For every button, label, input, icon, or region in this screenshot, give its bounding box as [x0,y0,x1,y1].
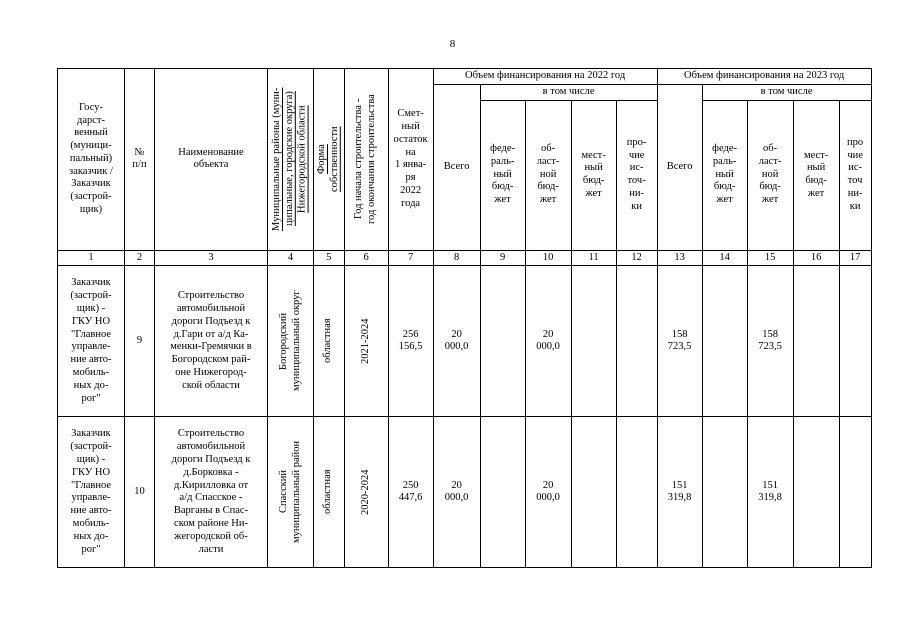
row-object: Строительство автомобильной дороги Подъезд к д.Гари от а/д Ка- менки-Гремячки в Богородском рай- оне Нижегород- ской области [155,266,268,417]
row-other-2023 [839,417,871,568]
row-federal-2023 [702,266,747,417]
column-number-row [58,250,872,266]
financing-table [57,68,872,568]
header-incl-2022: в том числе [480,84,657,100]
header-fin-2022: Объем финансирования на 2022 год [433,69,657,85]
header-other-2023: про чие ис- точ ни- ки [839,100,871,250]
header-object: Наименование объекта [155,69,268,251]
row-regional-2023: 151 319,8 [747,417,793,568]
col-number: 9 [480,250,525,266]
col-number: 7 [388,250,433,266]
col-number: 8 [433,250,480,266]
header-regional-2022: об- ласт- ной бюд- жет [525,100,571,250]
row-local-2022 [571,417,616,568]
col-number: 11 [571,250,616,266]
col-number: 13 [657,250,702,266]
col-number: 14 [702,250,747,266]
row-local-2023 [793,266,839,417]
header-customer: Госу- дарст- венный (муници- пальный) заказчик / Заказчик (застрой- щик) [58,69,125,251]
row-local-2022 [571,266,616,417]
header-balance: Смет- ный остаток на 1 янва- ря 2022 года [388,69,433,251]
col-number: 10 [525,250,571,266]
row-ownership: областная [314,417,345,568]
table-row [58,417,872,568]
header-total-2023: Всего [657,84,702,250]
row-other-2022 [616,266,657,417]
row-other-2023 [839,266,871,417]
header-federal-2022: феде- раль- ный бюд- жет [480,100,525,250]
row-object: Строительство автомобильной дороги Подъезд к д.Борковка - д.Кирилловка от а/д Спасское - Варганы в Спас- ском районе Ни- жегородской об- ласти [155,417,268,568]
header-other-2022: про- чие ис- точ- ни- ки [616,100,657,250]
header-regional-2023: об- ласт- ной бюд- жет [747,100,793,250]
row-num: 9 [125,266,155,417]
row-total-2023: 151 319,8 [657,417,702,568]
row-total-2022: 20 000,0 [433,417,480,568]
col-number: 6 [344,250,388,266]
row-federal-2022 [480,266,525,417]
header-ownership: Форма собственности [314,69,345,251]
row-federal-2022 [480,417,525,568]
row-balance: 250 447,6 [388,417,433,568]
col-number: 3 [155,250,268,266]
row-district: Спасский муниципальный район [268,417,314,568]
row-regional-2022: 20 000,0 [525,417,571,568]
row-district: Богородский муниципальный округ [268,266,314,417]
col-number: 17 [839,250,871,266]
col-number: 4 [268,250,314,266]
row-ownership: областная [314,266,345,417]
header-local-2023: мест- ный бюд- жет [793,100,839,250]
table-row [58,266,872,417]
header-federal-2023: феде- раль- ный бюд- жет [702,100,747,250]
col-number: 2 [125,250,155,266]
row-total-2022: 20 000,0 [433,266,480,417]
row-years: 2020-2024 [344,417,388,568]
col-number: 12 [616,250,657,266]
header-local-2022: мест- ный бюд- жет [571,100,616,250]
row-num: 10 [125,417,155,568]
col-number: 15 [747,250,793,266]
col-number: 16 [793,250,839,266]
header-total-2022: Всего [433,84,480,250]
header-district: Муниципальные районы (муни- ципальные, городские округа) Нижегородской области [268,69,314,251]
row-total-2023: 158 723,5 [657,266,702,417]
header-incl-2023: в том числе [702,84,871,100]
row-other-2022 [616,417,657,568]
row-regional-2023: 158 723,5 [747,266,793,417]
header-fin-2023: Объем финансирования на 2023 год [657,69,871,85]
col-number: 5 [314,250,345,266]
row-customer: Заказчик (застрой- щик) - ГКУ НО "Главное управле- ние авто- мобиль- ных до- рог" [58,417,125,568]
row-customer: Заказчик (застрой- щик) - ГКУ НО "Главное управле- ние авто- мобиль- ных до- рог" [58,266,125,417]
page-number: 8 [449,38,456,50]
header-num: № п/п [125,69,155,251]
col-number: 1 [58,250,125,266]
header-years: Год начала строительства - год окончания строительства [344,69,388,251]
row-balance: 256 156,5 [388,266,433,417]
row-regional-2022: 20 000,0 [525,266,571,417]
row-years: 2021-2024 [344,266,388,417]
row-local-2023 [793,417,839,568]
row-federal-2023 [702,417,747,568]
